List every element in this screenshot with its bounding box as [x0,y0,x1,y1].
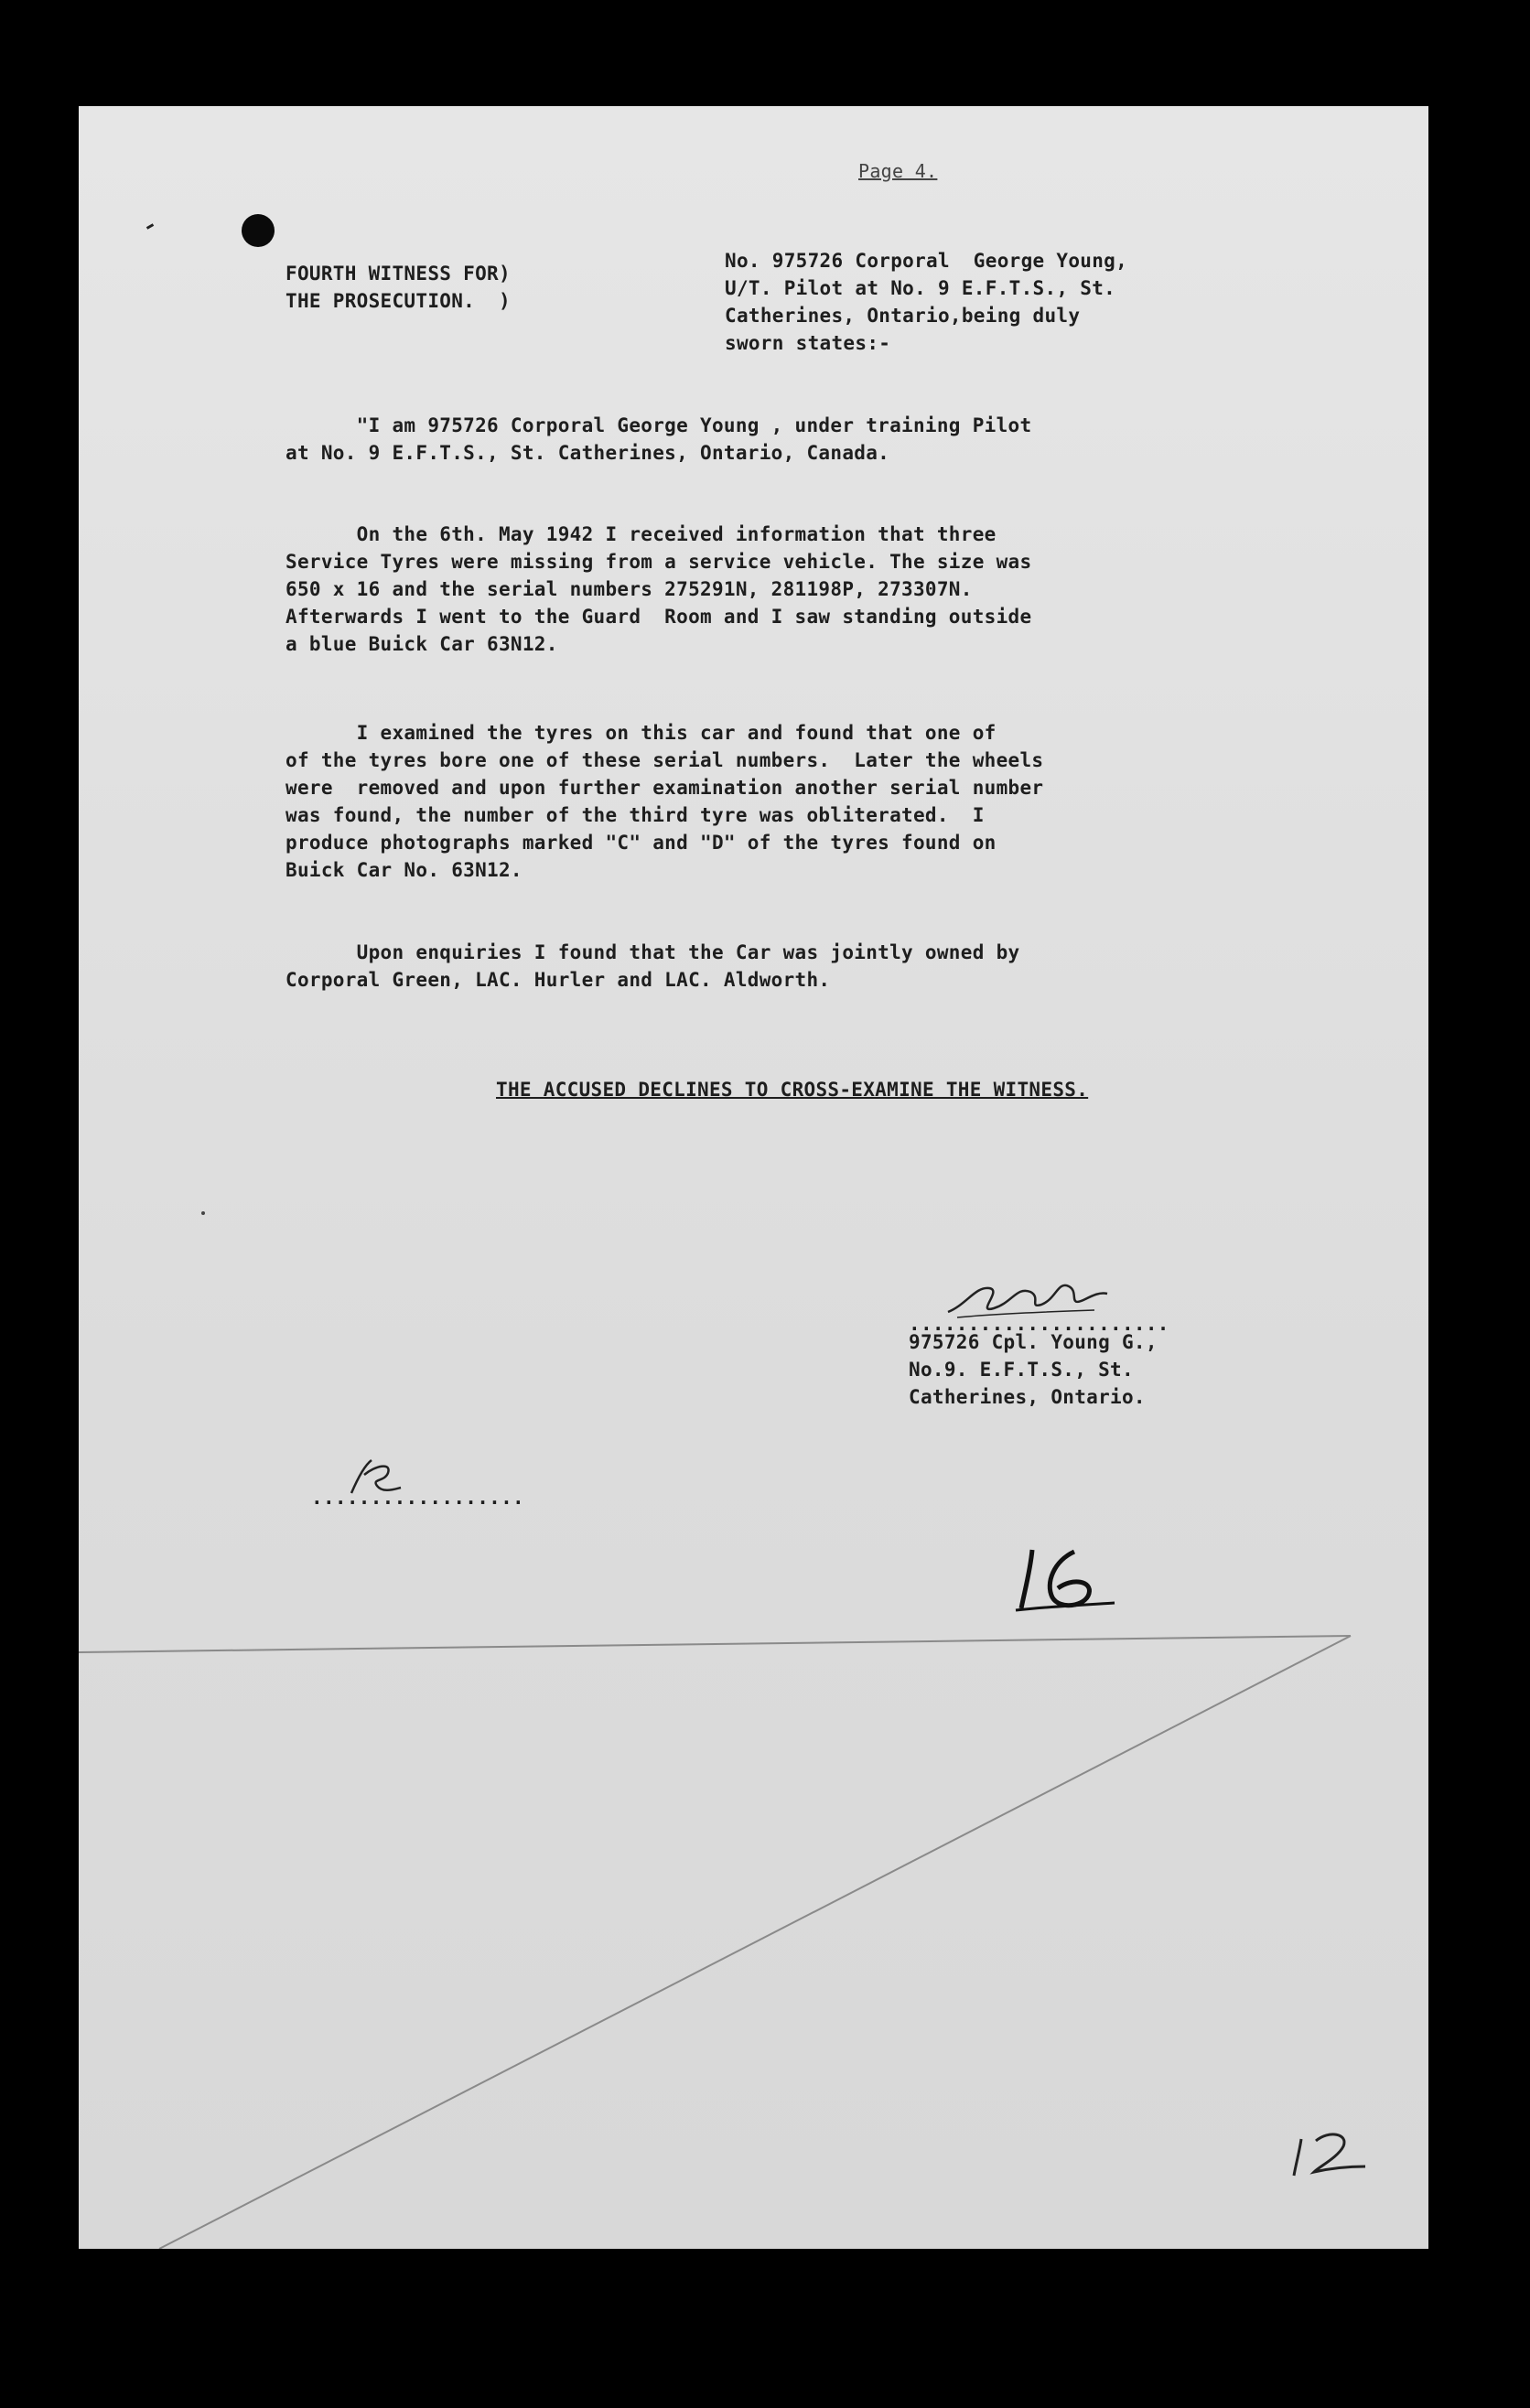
signature-block: 975726 Cpl. Young G., No.9. E.F.T.S., St. Catherines, Ontario. [909,1331,1158,1408]
statement-paragraph-1: "I am 975726 Corporal George Young , under training Pilot at No. 9 E.F.T.S., St. Catherines, Ontario, Canada. [286,414,1032,464]
declaration-line: THE ACCUSED DECLINES TO CROSS-EXAMINE THE WITNESS. [496,1079,1089,1101]
handwritten-folio-16 [1012,1543,1122,1616]
signature-line: ...................... [909,1313,1169,1335]
punch-hole [242,214,275,247]
witness-identity: No. 975726 Corporal George Young, U/T. Pilot at No. 9 E.F.T.S., St. Catherines, Ontario,being duly sworn states:- [725,250,1128,354]
diagonal-cancel-line [159,1636,1351,2249]
horizontal-cancel-line [79,1636,1351,1652]
statement-paragraph-4: Upon enquiries I found that the Car was jointly owned by Corporal Green, LAC. Hurler and LAC. Aldworth. [286,941,1020,991]
statement-paragraph-3: I examined the tyres on this car and found that one of of the tyres bore one of these serial numbers. Later the wheels were removed and upon further examination another serial number was found, the number of the third tyre was obliterated. I produce photographs marked "C" and "D" of the tyres found on Buick Car No. 63N12. [286,722,1044,881]
statement-paragraph-2: On the 6th. May 1942 I received information that three Service Tyres were missing from a service vehicle. The size was 650 x 16 and the serial numbers 275291N, 281198P, 273307N. Afterwards I went to the Guard Room and I saw standing outside a blue Buick Car 63N12. [286,523,1032,655]
stray-dot [201,1211,205,1215]
document-page [79,106,1428,2249]
handwritten-page-number-12 [1288,2126,1371,2181]
page-label: Page 4. [858,160,938,182]
initial-line: .................. [311,1487,524,1509]
witness-heading: FOURTH WITNESS FOR) THE PROSECUTION. ) [286,263,511,312]
